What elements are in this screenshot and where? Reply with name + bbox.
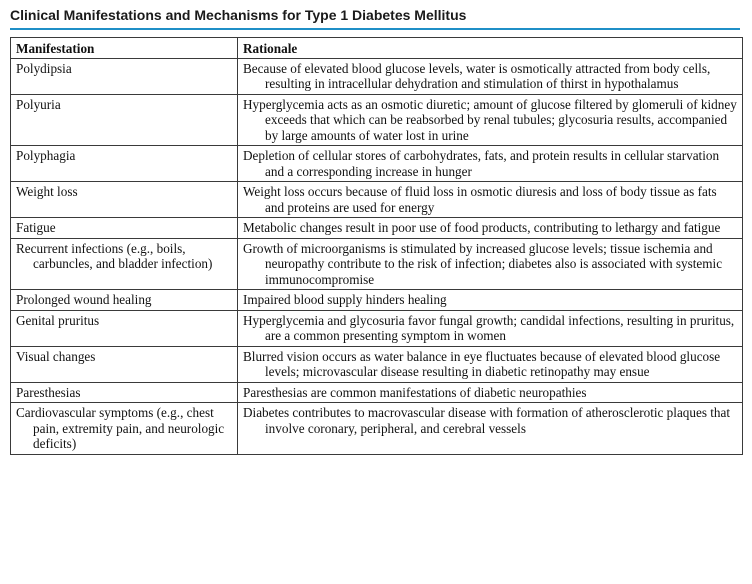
table-row <box>11 346 743 382</box>
header-row <box>11 38 743 59</box>
rationale-cell: Paresthesias are common manifestations of diabetic neuropathies <box>238 382 743 403</box>
table-title: Clinical Manifestations and Mechanisms for Type 1 Diabetes Mellitus <box>10 7 467 23</box>
rationale-cell: Hyperglycemia and glycosuria favor fungal growth; candidal infections, resulting in pruritus, are a common presenting symptom in women <box>238 310 743 346</box>
rationale-cell: Growth of microorganisms is stimulated by increased glucose levels; tissue ischemia and neuropathy contribute to the risk of infection; diabetes also is associated with systemic immunocompromise <box>238 238 743 290</box>
rationale-cell: Diabetes contributes to macrovascular disease with formation of atherosclerotic plaques that involve coronary, peripheral, and cerebral vessels <box>238 403 743 455</box>
rationale-cell: Hyperglycemia acts as an osmotic diuretic; amount of glucose filtered by glomeruli of kidney exceeds that which can be reabsorbed by renal tubules; glycosuria results, accompanied by large amounts of water lost in urine <box>238 94 743 146</box>
manifestation-cell: Visual changes <box>11 346 238 382</box>
header-rationale: Rationale <box>238 38 743 59</box>
header-manifestation: Manifestation <box>11 38 238 59</box>
manifestation-cell: Polyphagia <box>11 146 238 182</box>
table-row <box>11 290 743 311</box>
rationale-cell: Impaired blood supply hinders healing <box>238 290 743 311</box>
table-row <box>11 218 743 239</box>
table-row <box>11 382 743 403</box>
table-row <box>11 58 743 94</box>
manifestation-cell: Prolonged wound healing <box>11 290 238 311</box>
manifestation-cell: Genital pruritus <box>11 310 238 346</box>
table-row <box>11 94 743 146</box>
manifestation-cell: Polyuria <box>11 94 238 146</box>
manifestation-cell: Cardiovascular symptoms (e.g., chest pain, extremity pain, and neurologic deficits) <box>11 403 238 455</box>
rationale-cell: Blurred vision occurs as water balance in eye fluctuates because of elevated blood glucose levels; microvascular disease resulting in diabetic retinopathy may ensue <box>238 346 743 382</box>
table-row <box>11 238 743 290</box>
manifestation-cell: Fatigue <box>11 218 238 239</box>
table-row <box>11 182 743 218</box>
rationale-cell: Depletion of cellular stores of carbohydrates, fats, and protein results in cellular starvation and a corresponding increase in hunger <box>238 146 743 182</box>
rationale-cell: Weight loss occurs because of fluid loss in osmotic diuresis and loss of body tissue as fats and proteins are used for energy <box>238 182 743 218</box>
table-row <box>11 310 743 346</box>
title-rule <box>10 28 740 30</box>
table-row <box>11 146 743 182</box>
rationale-cell: Because of elevated blood glucose levels, water is osmotically attracted from body cells, resulting in intracellular dehydration and stimulation of thirst in hypothalamus <box>238 58 743 94</box>
table-row <box>11 403 743 455</box>
manifestations-table <box>10 37 743 455</box>
rationale-cell: Metabolic changes result in poor use of food products, contributing to lethargy and fatigue <box>238 218 743 239</box>
manifestation-cell: Paresthesias <box>11 382 238 403</box>
manifestation-cell: Weight loss <box>11 182 238 218</box>
manifestation-cell: Polydipsia <box>11 58 238 94</box>
manifestation-cell: Recurrent infections (e.g., boils, carbuncles, and bladder infection) <box>11 238 238 290</box>
